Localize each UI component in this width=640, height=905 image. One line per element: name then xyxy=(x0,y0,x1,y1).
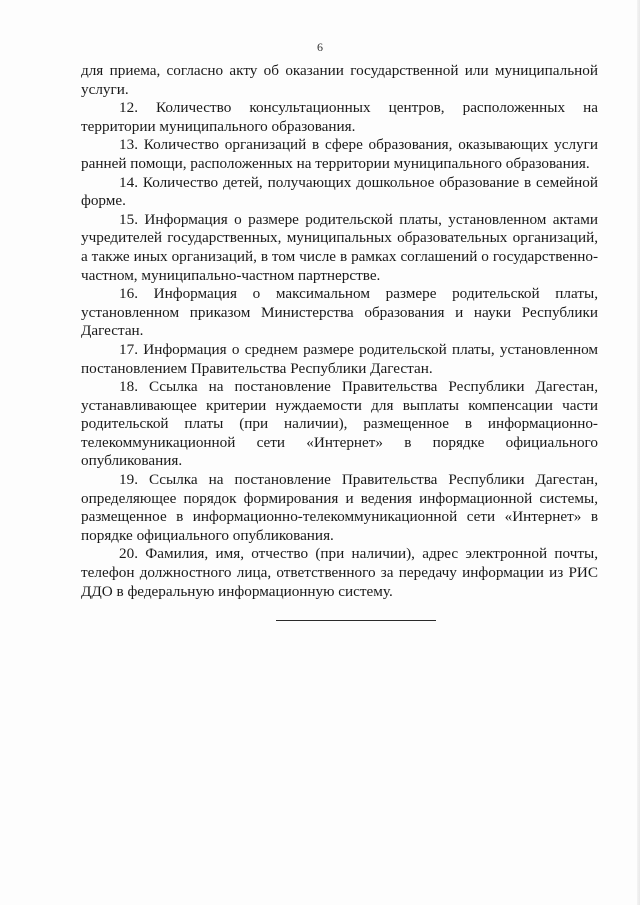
end-of-document-line xyxy=(276,620,436,621)
paragraph-item-12: 12. Количество консультационных центров, расположенных на территории муниципального образования. xyxy=(81,99,598,135)
paragraph-item-15: 15. Информация о размере родительской платы, установленном актами учредителей государственных, муниципальных образовательных организаций, а также иных организаций, в том числе в рамках соглашений о государственно-частном, муниципально-частном партнерстве. xyxy=(81,210,598,284)
paragraph-item-18: 18. Ссылка на постановление Правительства Республики Дагестан, устанавливающее критерии нуждаемости для выплаты компенсации части родительской платы (при наличии), размещенное в информационно-телекоммуникационной сети «Интернет» в порядке официального опубликования. xyxy=(81,378,598,470)
paragraph-item-13: 13. Количество организаций в сфере образования, оказывающих услуги ранней помощи, расположенных на территории муниципального образования. xyxy=(81,136,598,172)
paragraph-item-20: 20. Фамилия, имя, отчество (при наличии), адрес электронной почты, телефон должностного лица, ответственного за передачу информации из РИС ДДО в федеральную информационную систему. xyxy=(81,545,598,600)
paragraph-item-16: 16. Информация о максимальном размере родительской платы, установленном приказом Министерства образования и науки Республики Дагестан. xyxy=(81,285,598,340)
paragraph-continued: для приема, согласно акту об оказании государственной или муниципальной услуги. xyxy=(81,62,598,98)
paragraph-item-14: 14. Количество детей, получающих дошкольное образование в семейной форме. xyxy=(81,173,598,210)
paragraph-item-19: 19. Ссылка на постановление Правительства Республики Дагестан, определяющее порядок формирования и ведения информационной системы, размещенное в информационно-телекоммуникационной сети «Интернет» в порядке официального опубликования. xyxy=(81,471,598,544)
document-body xyxy=(81,62,598,601)
page-number: 6 xyxy=(317,40,323,54)
paragraph-item-17: 17. Информация о среднем размере родительской платы, установленном постановлением Правительства Республики Дагестан. xyxy=(81,340,598,377)
